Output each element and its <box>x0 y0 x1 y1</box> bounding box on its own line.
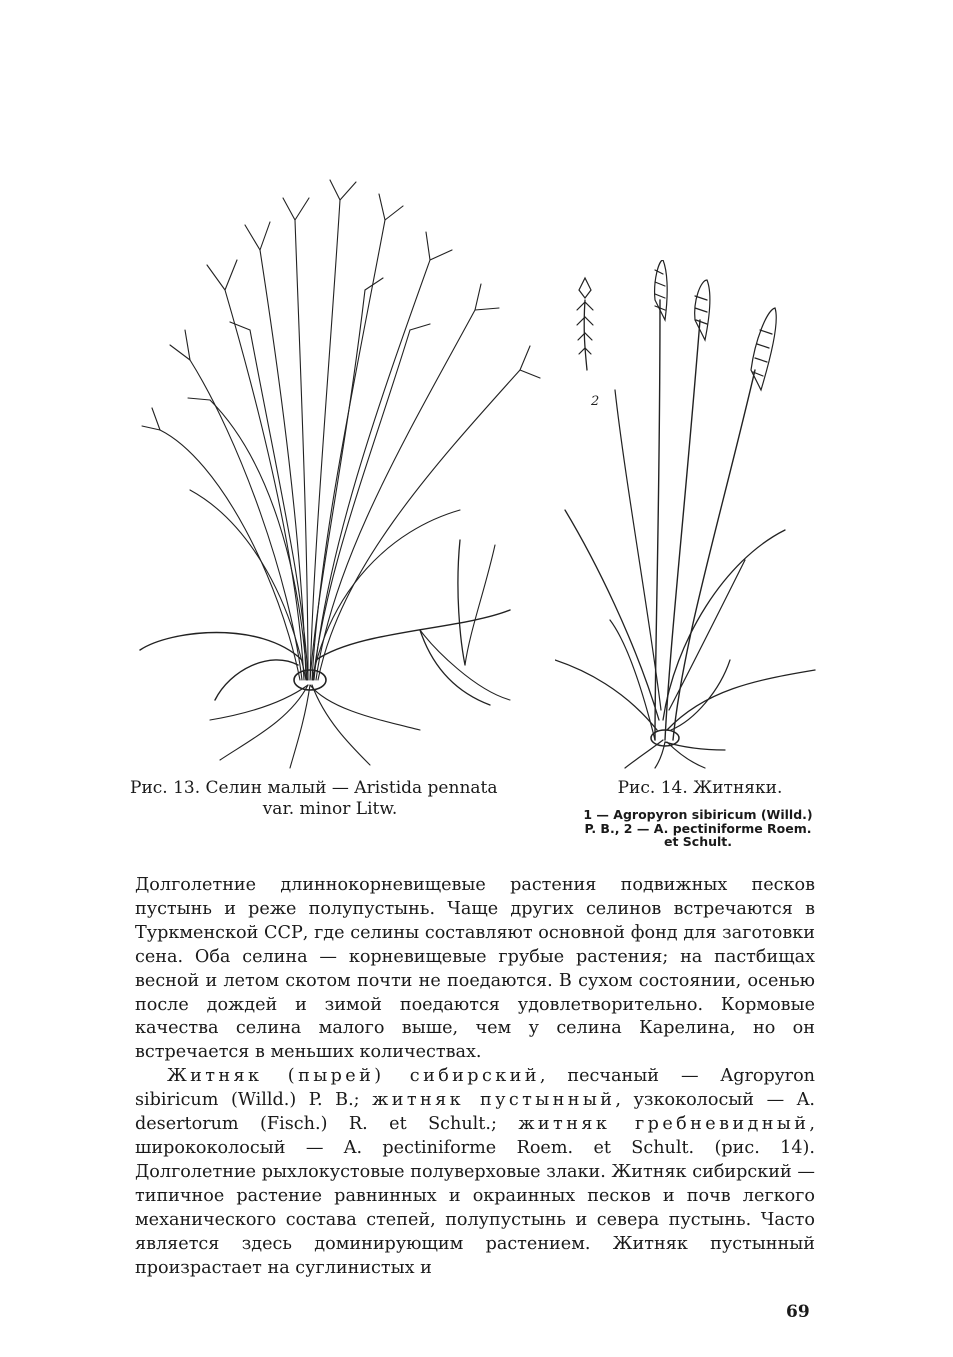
fig14-legend-line2: P. B., 2 — A. pectiniforme Roem. <box>584 820 812 836</box>
fig13-caption-line2: var. minor Litw. <box>262 799 398 819</box>
paragraph-2-text2: , узкоколосый — A. desertorum (Fisch.) R. et Schult.; <box>135 1090 815 1135</box>
fig13-caption <box>130 778 530 820</box>
term-pustynny: житняк пустынный <box>372 1090 616 1111</box>
fig14-caption-title: Рис. 14. Житняки. <box>617 778 783 798</box>
fig13-illustration <box>130 160 550 770</box>
fig14-legend-line1: 1 — Agropyron sibiricum (Willd.) <box>583 807 813 822</box>
fig14-legend-line3: et Schult. <box>663 834 733 849</box>
paragraph-2-text1: , песчаный — Agropyron sibiricum (Willd.) P. B.; <box>135 1066 815 1111</box>
fig14-legend <box>578 808 818 849</box>
fig14-illustration <box>555 260 820 770</box>
page-number: 69 <box>786 1302 810 1322</box>
fig14-number-label: 2 <box>591 394 600 409</box>
fig13-caption-line1: Рис. 13. Селин малый — Aristida pennata <box>130 778 498 798</box>
paragraph-2-text3: , ширококолосый — A. pectiniforme Roem. et Schult. (рис. 14). Долголетние рыхлокустовые полуверховые злаки. Житняк сибирский — типичное растение равнинных и окраинных песков и почв легкого механического состава степей, полупустынь и севера пустынь. Часто является здесь доминирующим растением. Житняк пустынный произрастает на суглинистых и <box>135 1114 815 1278</box>
term-sibirsky: Житняк (пырей) сибирский <box>167 1066 540 1087</box>
term-grebnevidny: житняк гребневидный <box>518 1114 810 1135</box>
body-text <box>135 874 815 1280</box>
figures-area <box>130 160 820 780</box>
paragraph-2 <box>135 1065 815 1280</box>
paragraph-1: Долголетние длиннокорневищевые растения подвижных песков пустынь и реже полупустынь. Чаще других селинов встречаются в Туркменской ССР, где селины составляют основной фонд для заготовки сена. Оба селина — корневищевые грубые растения; на пастбищах весной и летом скотом почти не поедаются. В сухом состоянии, осенью после дождей и зимой поедаются удовлетворительно. Кормовые качества селина малого выше, чем у селина Карелина, но он встречается в меньших количествах. <box>135 875 815 1063</box>
